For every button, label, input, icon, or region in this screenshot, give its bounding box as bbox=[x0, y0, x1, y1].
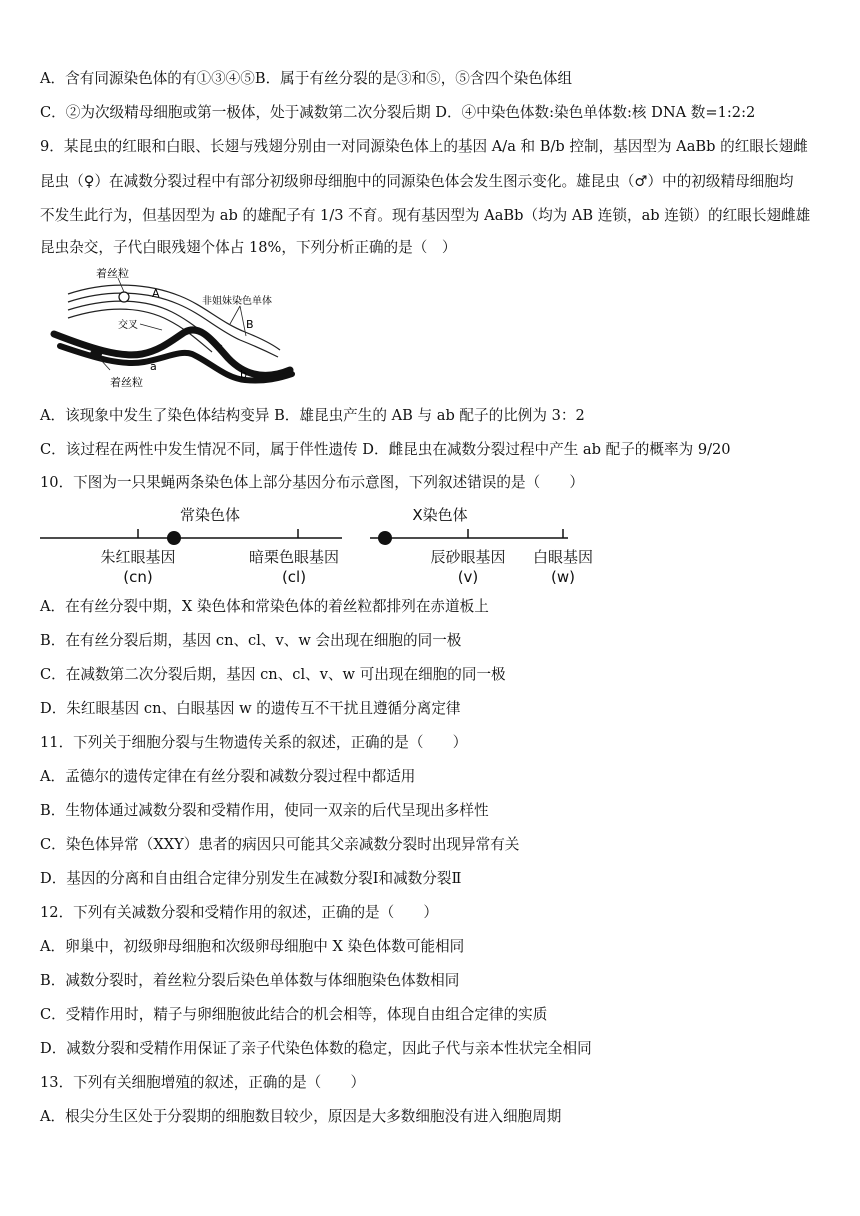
crossover-figure bbox=[40, 262, 310, 392]
q11-option-d: D．基因的分离和自由组合定律分别发生在减数分裂Ⅰ和减数分裂Ⅱ bbox=[40, 870, 462, 887]
q9-stem-line-4: 昆虫杂交，子代白眼残翅个体占 18%，下列分析正确的是（ ） bbox=[40, 239, 457, 256]
w-gene-name: 白眼基因 bbox=[532, 548, 594, 566]
x-chromosome-title: X染色体 bbox=[412, 506, 468, 524]
centromere-bottom-label: 着丝粒 bbox=[110, 376, 143, 389]
q8-option-ab: A．含有同源染色体的有①③④⑤B．属于有丝分裂的是③和⑤，⑤含四个染色体组 bbox=[40, 70, 573, 87]
v-gene-name: 辰砂眼基因 bbox=[430, 548, 506, 566]
autosome-title: 常染色体 bbox=[179, 506, 241, 524]
q9-stem-line-2: 昆虫（♀）在减数分裂过程中有部分初级卵母细胞中的同源染色体会发生图示变化。雄昆虫（♂）中的初级精母细胞均 bbox=[40, 173, 794, 190]
q9-stem-line-3: 不发生此行为，但基因型为 ab 的雄配子有 1/3 不育。现有基因型为 AaBb（均为 AB 连锁，ab 连锁）的红眼长翅雌雄 bbox=[40, 207, 811, 224]
gene-A-label: A bbox=[152, 287, 160, 300]
q10-stem: 10．下图为一只果蝇两条染色体上部分基因分布示意图，下列叙述错误的是（ ） bbox=[40, 474, 584, 491]
q11-option-c: C．染色体异常（XXY）患者的病因只可能其父亲减数分裂时出现异常有关 bbox=[40, 836, 520, 853]
q11-option-b: B．生物体通过减数分裂和受精作用，使同一双亲的后代呈现出多样性 bbox=[40, 802, 489, 819]
cn-gene-name: 朱红眼基因 bbox=[100, 548, 176, 566]
gene-b-label: b bbox=[240, 368, 247, 381]
q12-stem: 12．下列有关减数分裂和受精作用的叙述，正确的是（ ） bbox=[40, 904, 439, 921]
q13-option-a: A．根尖分生区处于分裂期的细胞数目较少，原因是大多数细胞没有进入细胞周期 bbox=[40, 1108, 562, 1125]
cl-gene-name: 暗栗色眼基因 bbox=[248, 548, 340, 566]
non-sister-chromatid-label: 非姐妹染色单体 bbox=[202, 296, 272, 307]
q12-option-c: C．受精作用时，精子与卵细胞彼此结合的机会相等，体现自由组合定律的实质 bbox=[40, 1006, 548, 1023]
x-centromere bbox=[378, 531, 392, 545]
gene-map-figure bbox=[40, 500, 615, 590]
crossover-label: 交叉 bbox=[118, 320, 138, 331]
centromere-top-label: 着丝粒 bbox=[96, 267, 129, 280]
q12-option-d: D．减数分裂和受精作用保证了亲子代染色体数的稳定，因此子代与亲本性状完全相同 bbox=[40, 1040, 592, 1057]
q13-stem: 13．下列有关细胞增殖的叙述，正确的是（ ） bbox=[40, 1074, 366, 1091]
q10-option-a: A．在有丝分裂中期，X 染色体和常染色体的着丝粒都排列在赤道板上 bbox=[40, 598, 489, 615]
gene-B-label: B bbox=[246, 318, 254, 331]
q11-option-a: A．孟德尔的遗传定律在有丝分裂和减数分裂过程中都适用 bbox=[40, 768, 416, 785]
q8-option-cd: C．②为次级精母细胞或第一极体，处于减数第二次分裂后期 D．④中染色体数:染色单体数:核 DNA 数=1:2:2 bbox=[40, 104, 756, 121]
q12-option-b: B．减数分裂时，着丝粒分裂后染色单体数与体细胞染色体数相同 bbox=[40, 972, 460, 989]
gene-a-label: a bbox=[150, 360, 157, 373]
q12-option-a: A．卵巢中，初级卵母细胞和次级卵母细胞中 X 染色体数可能相同 bbox=[40, 938, 465, 955]
q9-stem-line-1: 9．某昆虫的红眼和白眼、长翅与残翅分别由一对同源染色体上的基因 A/a 和 B/b 控制，基因型为 AaBb 的红眼长翅雌 bbox=[40, 138, 808, 155]
q10-option-d: D．朱红眼基因 cn、白眼基因 w 的遗传互不干扰且遵循分离定律 bbox=[40, 700, 461, 717]
cl-gene-symbol: (cl) bbox=[281, 568, 307, 586]
centromere-top-marker bbox=[119, 292, 129, 302]
q10-option-b: B．在有丝分裂后期，基因 cn、cl、v、w 会出现在细胞的同一极 bbox=[40, 632, 462, 649]
q9-option-cd: C．该过程在两性中发生情况不同，属于伴性遗传 D．雌昆虫在减数分裂过程中产生 ab 配子的概率为 9/20 bbox=[40, 441, 731, 458]
v-gene-symbol: (v) bbox=[457, 568, 479, 586]
q11-stem: 11．下列关于细胞分裂与生物遗传关系的叙述，正确的是（ ） bbox=[40, 734, 468, 751]
centromere-bottom-marker bbox=[90, 349, 102, 359]
q9-option-ab: A．该现象中发生了染色体结构变异 B．雄昆虫产生的 AB 与 ab 配子的比例为 3：2 bbox=[40, 407, 585, 424]
w-gene-symbol: (w) bbox=[551, 568, 575, 586]
autosome-centromere bbox=[167, 531, 181, 545]
cn-gene-symbol: (cn) bbox=[123, 568, 153, 586]
q10-option-c: C．在减数第二次分裂后期，基因 cn、cl、v、w 可出现在细胞的同一极 bbox=[40, 666, 506, 683]
